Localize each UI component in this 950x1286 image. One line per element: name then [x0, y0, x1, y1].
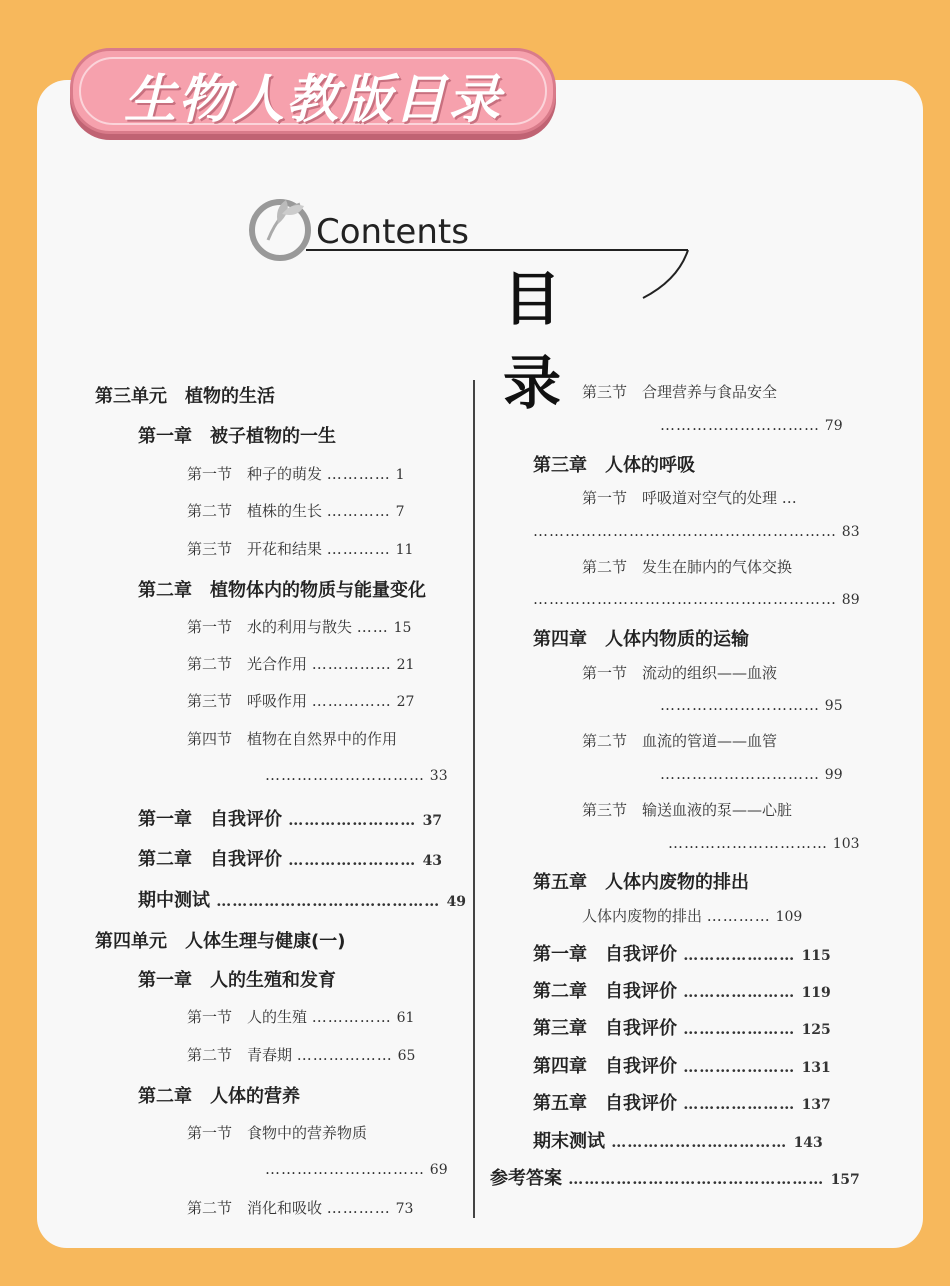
toc-entry[interactable] — [187, 653, 414, 674]
entry-leader: ………………………………………………… — [533, 522, 837, 540]
entry-page: 89 — [841, 592, 860, 608]
title-banner — [70, 48, 556, 134]
toc-entry[interactable] — [138, 805, 442, 831]
entry-leader: ………………………………………… — [568, 1170, 825, 1188]
entry-page: 11 — [395, 542, 414, 558]
toc-entry-continuation[interactable] — [533, 590, 860, 608]
entry-leader: ………………… — [683, 1020, 796, 1038]
toc-entry[interactable] — [187, 1006, 414, 1027]
entry-leader: ………… — [706, 907, 771, 925]
entry-label: 期末测试 — [533, 1131, 605, 1152]
toc-entry[interactable] — [187, 500, 405, 521]
entry-page: 99 — [824, 767, 843, 783]
entry-leader: ………… — [326, 1199, 391, 1217]
entry-label: 第二节 青春期 — [187, 1046, 293, 1064]
toc-entry-continuation[interactable] — [660, 765, 843, 783]
toc-entry-label[interactable]: 第二节 发生在肺内的气体交换 — [582, 558, 793, 576]
entry-label: 第一节 种子的萌发 — [187, 465, 323, 483]
toc-entry[interactable] — [533, 1052, 831, 1078]
toc-entry[interactable] — [533, 1127, 823, 1153]
entry-leader: ………………… — [683, 1058, 796, 1076]
entry-page: 49 — [446, 894, 467, 910]
toc-entry-label[interactable]: 第三节 输送血液的泵——心脏 — [582, 801, 793, 819]
unit-4-heading: 第四单元 人体生理与健康(一) — [95, 931, 346, 952]
toc-entry[interactable] — [187, 616, 411, 637]
entry-page: 69 — [429, 1162, 448, 1178]
entry-label: 第二章 自我评价 — [533, 981, 677, 1002]
entry-page: 15 — [393, 620, 412, 636]
entry-label: 第一节 水的利用与散失 — [187, 618, 353, 636]
entry-page: 79 — [824, 418, 843, 434]
entry-label: 期中测试 — [138, 890, 210, 911]
entry-label: 第二章 自我评价 — [138, 849, 282, 870]
entry-page: 119 — [801, 985, 831, 1001]
entry-leader: ………………… — [683, 983, 796, 1001]
entry-leader: ……………… — [296, 1046, 393, 1064]
toc-entry-label[interactable]: 第一节 呼吸道对空气的处理 … — [582, 489, 797, 507]
toc-entry-label[interactable]: 第一节 流动的组织——血液 — [582, 664, 778, 682]
chapter-heading: 第四章 人体内物质的运输 — [533, 629, 749, 650]
entry-leader: ………… — [326, 502, 391, 520]
chapter-heading: 第二章 植物体内的物质与能量变化 — [138, 580, 426, 601]
toc-entry-continuation[interactable] — [660, 416, 843, 434]
entry-leader: …………………… — [288, 811, 417, 829]
chapter-heading: 第五章 人体内废物的排出 — [533, 872, 749, 893]
toc-entry[interactable] — [187, 1044, 415, 1065]
chapter-heading: 第一章 被子植物的一生 — [138, 426, 336, 447]
entry-page: 125 — [801, 1022, 831, 1038]
entry-page: 43 — [422, 853, 443, 869]
entry-label: 第一节 人的生殖 — [187, 1008, 308, 1026]
toc-entry[interactable] — [187, 1197, 413, 1218]
toc-entry[interactable] — [533, 1014, 831, 1040]
toc-entry[interactable] — [533, 1089, 831, 1115]
entry-page: 143 — [793, 1135, 823, 1151]
entry-leader: ………………………… — [660, 696, 820, 714]
toc-entry-continuation[interactable] — [265, 766, 448, 784]
entry-label: 第一章 自我评价 — [533, 944, 677, 965]
column-divider — [473, 380, 475, 1218]
toc-entry-continuation[interactable] — [533, 522, 860, 540]
entry-page: 137 — [801, 1097, 831, 1113]
entry-label: 第五章 自我评价 — [533, 1093, 677, 1114]
entry-label: 第三节 呼吸作用 — [187, 692, 308, 710]
toc-entry[interactable] — [187, 538, 413, 559]
chapter-heading: 第一章 人的生殖和发育 — [138, 970, 336, 991]
entry-leader: …………………………………… — [216, 892, 441, 910]
toc-entry-continuation[interactable] — [265, 1160, 448, 1178]
entry-leader: …………… — [311, 692, 392, 710]
entry-page: 109 — [775, 909, 803, 925]
mulu-title: 目 录 — [503, 265, 602, 417]
entry-page: 83 — [841, 524, 860, 540]
entry-leader: …………………………… — [611, 1133, 788, 1151]
entry-leader: ………………………… — [265, 1160, 425, 1178]
toc-entry[interactable] — [533, 977, 831, 1003]
entry-label: 第一章 自我评价 — [138, 809, 282, 830]
entry-label: 第三章 自我评价 — [533, 1018, 677, 1039]
entry-leader: …………… — [311, 1008, 392, 1026]
toc-entry[interactable] — [490, 1164, 860, 1190]
entry-page: 131 — [801, 1060, 831, 1076]
contents-word: Contents — [316, 212, 469, 252]
entry-page: 115 — [801, 948, 831, 964]
toc-entry-label[interactable]: 第四节 植物在自然界中的作用 — [187, 730, 398, 748]
toc-entry[interactable] — [138, 886, 466, 912]
entry-leader: ………………………… — [668, 834, 828, 852]
entry-leader: ………………………… — [660, 416, 820, 434]
entry-leader: ………………… — [683, 1095, 796, 1113]
toc-entry-label[interactable]: 第二节 血流的管道——血管 — [582, 732, 778, 750]
entry-label: 第二节 消化和吸收 — [187, 1199, 323, 1217]
entry-leader: ………………………………………………… — [533, 590, 837, 608]
toc-entry[interactable] — [533, 940, 831, 966]
chapter-heading: 第二章 人体的营养 — [138, 1086, 300, 1107]
entry-page: 103 — [832, 836, 860, 852]
entry-page: 73 — [395, 1201, 414, 1217]
entry-page: 61 — [396, 1010, 415, 1026]
toc-entry-continuation[interactable] — [668, 834, 860, 852]
entry-label: 第四章 自我评价 — [533, 1056, 677, 1077]
entry-page: 1 — [395, 467, 405, 483]
entry-label: 参考答案 — [490, 1168, 562, 1189]
entry-leader: ………………………… — [265, 766, 425, 784]
toc-entry[interactable] — [582, 905, 802, 926]
entry-leader: ………… — [326, 540, 391, 558]
entry-page: 7 — [395, 504, 405, 520]
entry-leader: …………… — [311, 655, 392, 673]
chapter-heading: 第三章 人体的呼吸 — [533, 455, 695, 476]
unit-3-heading: 第三单元 植物的生活 — [95, 386, 275, 407]
toc-entry[interactable] — [187, 463, 405, 484]
entry-page: 21 — [396, 657, 415, 673]
entry-leader: ………… — [326, 465, 391, 483]
entry-leader: …… — [356, 618, 389, 636]
entry-label: 第二节 植株的生长 — [187, 502, 323, 520]
banner-title: 生物人教版目录 — [123, 70, 502, 130]
toc-entry-continuation[interactable] — [660, 696, 843, 714]
entry-leader: ………………… — [683, 946, 796, 964]
entry-label: 第二节 光合作用 — [187, 655, 308, 673]
entry-leader: …………………… — [288, 851, 417, 869]
entry-label: 人体内废物的排出 — [582, 907, 703, 925]
entry-leader: ………………………… — [660, 765, 820, 783]
entry-page: 95 — [824, 698, 843, 714]
entry-page: 37 — [422, 813, 443, 829]
toc-entry[interactable] — [138, 845, 442, 871]
entry-page: 27 — [396, 694, 415, 710]
entry-page: 65 — [397, 1048, 416, 1064]
toc-entry-label[interactable]: 第一节 食物中的营养物质 — [187, 1124, 368, 1142]
entry-label: 第三节 开花和结果 — [187, 540, 323, 558]
toc-entry[interactable] — [187, 690, 414, 711]
entry-page: 33 — [429, 768, 448, 784]
entry-page: 157 — [830, 1172, 860, 1188]
toc-entry-label[interactable]: 第三节 合理营养与食品安全 — [582, 383, 778, 401]
